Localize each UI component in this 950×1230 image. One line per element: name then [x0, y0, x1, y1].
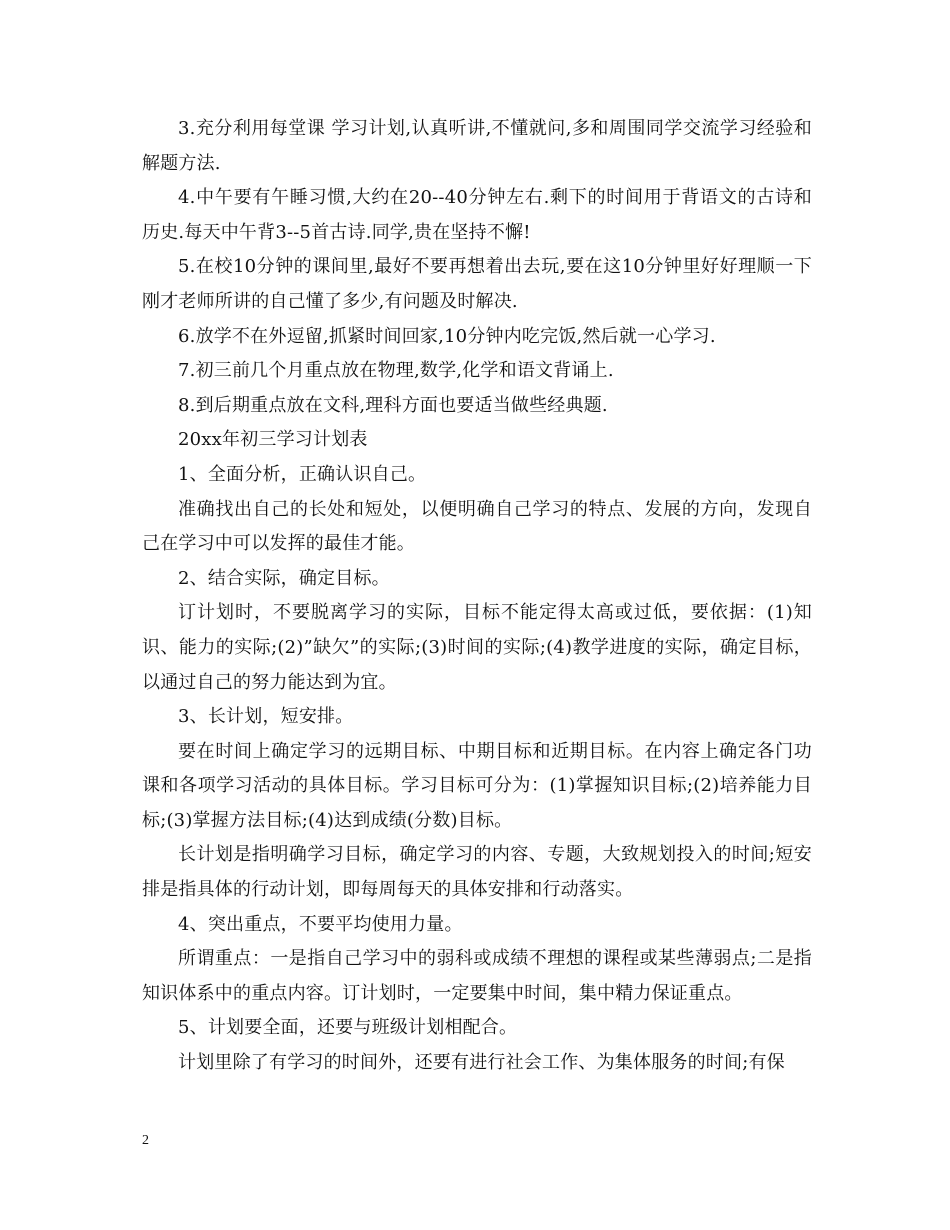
document-body: [142, 112, 812, 1081]
page-number: 2: [142, 1133, 149, 1148]
heading-item: 5、计划要全面，还要与班级计划相配合。: [178, 1017, 518, 1039]
paragraph: 计划里除了有学习的时间外，还要有进行社会工作、为集体服务的时间;有保: [178, 1052, 785, 1074]
heading-item: 1、全面分析，正确认识自己。: [178, 463, 427, 485]
paragraph: 7.初三前几个月重点放在物理,数学,化学和语文背诵上.: [178, 360, 614, 382]
heading-item: 3、长计划，短安排。: [178, 706, 354, 728]
paragraph: 8.到后期重点放在文科,理科方面也要适当做些经典题.: [178, 394, 608, 416]
paragraph: 要在时间上确定学习的远期目标、中期目标和近期目标。在内容上确定各门功课和各项学习活动的具体目标。学习目标可分为：(1)掌握知识目标;(2)培养能力目标;(3)掌握方法目标;(4)达到成绩(分数)目标。: [142, 740, 812, 831]
paragraph: 所谓重点：一是指自己学习中的弱科或成绩不理想的课程或某些薄弱点;二是指知识体系中的重点内容。订计划时，一定要集中时间，集中精力保证重点。: [142, 948, 812, 1004]
heading-item: 4、突出重点，不要平均使用力量。: [178, 913, 463, 935]
paragraph: 6.放学不在外逗留,抓紧时间回家,10分钟内吃完饭,然后就一心学习.: [178, 325, 716, 347]
paragraph: 订计划时，不要脱离学习的实际，目标不能定得太高或过低，要依据：(1)知识、能力的实际;(2)”缺欠”的实际;(3)时间的实际;(4)教学进度的实际，确定目标，以通过自己的努力能达到为宜。: [142, 602, 812, 693]
paragraph: 5.在校10分钟的课间里,最好不要再想着出去玩,要在这10分钟里好好理顺一下刚才老师所讲的自己懂了多少,有问题及时解决.: [142, 256, 812, 312]
heading-item: 2、结合实际，确定目标。: [178, 567, 390, 589]
paragraph: 准确找出自己的长处和短处，以便明确自己学习的特点、发展的方向，发现自己在学习中可以发挥的最佳才能。: [142, 498, 812, 555]
paragraph: 4.中午要有午睡习惯,大约在20--40分钟左右.剩下的时间用于背语文的古诗和历史.每天中午背3--5首古诗.同学,贵在坚持不懈!: [142, 187, 812, 243]
paragraph: 长计划是指明确学习目标，确定学习的内容、专题，大致规划投入的时间;短安排是指具体的行动计划，即每周每天的具体安排和行动落实。: [142, 844, 812, 901]
paragraph: 3.充分利用每堂课 学习计划,认真听讲,不懂就问,多和周围同学交流学习经验和解题方法.: [142, 118, 812, 174]
section-title: 20xx年初三学习计划表: [178, 429, 368, 451]
